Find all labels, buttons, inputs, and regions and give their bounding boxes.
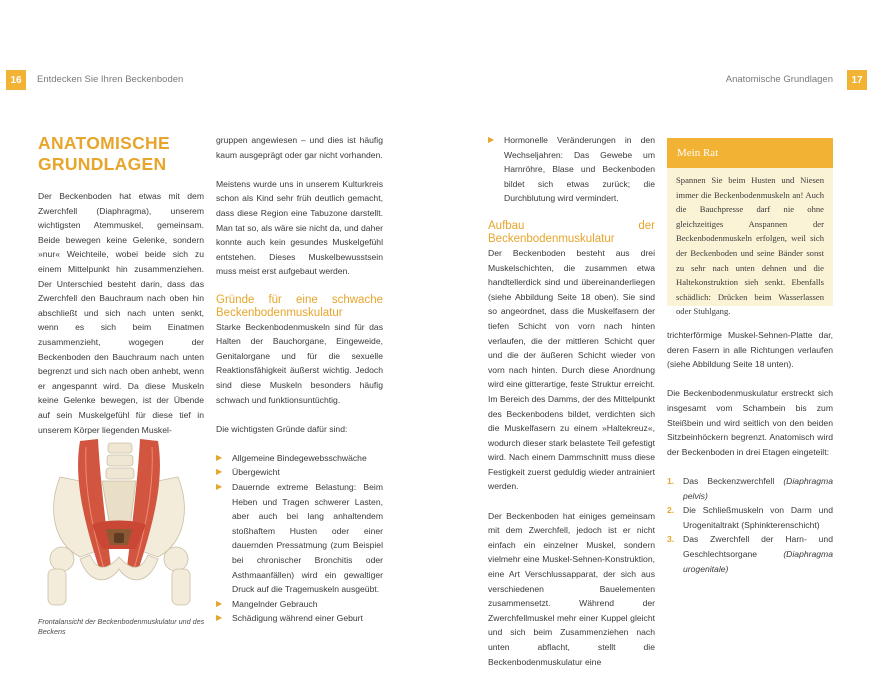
figure-caption: Frontalansicht der Beckenbodenmuskulatur und des Beckens: [38, 617, 205, 636]
column-4: [667, 328, 833, 576]
paragraph: gruppen angewiesen – und dies ist häufig kaum ausgeprägt oder gar nicht vorhanden.: [216, 135, 383, 160]
list-item: ▶ Mangelnder Gebrauch: [216, 597, 383, 612]
section-heading: Gründe für eine schwache Beckenbodenmuskulatur: [216, 293, 383, 319]
list-item: 1. Das Beckenzwerchfell (Diaphragma pelvis): [667, 475, 833, 501]
column-3: [488, 133, 655, 684]
column-2: [216, 133, 383, 626]
list-item: ▶ Hormonelle Veränderungen in den Wechseljahren: Das Gewebe um Harnröhre, Blase und Beckenboden bildet sich etwas zurück; die Durchblutung wird vermindert.: [488, 135, 655, 204]
triangle-bullet-icon: ▶: [216, 598, 223, 608]
list-item: 3. Das Zwerchfell der Harn- und Geschlechtsorgane (Diaphragma urogenitale): [667, 534, 833, 574]
paragraph: Der Beckenboden hat etwas mit dem Zwerchfell (Diaphragma), unserem wichtigsten Atemmuskel, gemeinsam. Beide bewegen keine Gelenke, sondern »nur« Weichteile, wobei beide sich zu einem Mittelpunkt hin zusammenziehen. Der Unterschied besteht darin, dass das Zwerchfell den Bauchraum nach oben hin abschließt und sich nach unten senkt, wenn es sich beim Einatmen zusammenzieht, wogegen der Beckenboden den Bauchraum nach unten begrenzt und sich nach oben anhebt, wenn er angespannt wird. Da diese Muskeln keine Gelenke bewegen, ist der Übende auf sein Muskelgefühl für diese tief in unserem Körper liegenden Muskel-: [38, 191, 204, 435]
section-heading: Aufbau der Beckenbodenmuskulatur: [488, 219, 655, 245]
list-item: ▶ Schädigung während einer Geburt: [216, 611, 383, 626]
paragraph: Starke Beckenbodenmuskeln sind für das Halten der Bauchorgane, Eingeweide, Genitalorgane und für die sexuelle Reaktionsfähigkeit äußerst wichtig. Jedoch sind diese Muskeln besonders häufig schwach und funktionsuntüchtig.: [216, 321, 383, 405]
paragraph: Die wichtigsten Gründe dafür sind:: [216, 423, 348, 434]
triangle-bullet-icon: ▶: [488, 135, 495, 144]
paragraph: trichterförmige Muskel-Sehnen-Platte dar, deren Fasern in alle Richtungen verlaufen (siehe Abbildung Seite 18 unten).: [667, 330, 833, 370]
pelvic-floor-illustration: [40, 437, 198, 609]
triangle-bullet-icon: ▶: [216, 467, 223, 477]
list-item: ▶ Allgemeine Bindegewebsschwäche: [216, 451, 383, 466]
list-item: ▶ Übergewicht: [216, 465, 383, 480]
bullet-list: [488, 133, 655, 206]
tip-box: [667, 138, 833, 317]
triangle-bullet-icon: ▶: [216, 482, 223, 492]
page-number-left: 16: [6, 70, 26, 90]
page-title: ANATOMISCHE GRUNDLAGEN: [38, 133, 170, 174]
paragraph: Meistens wurde uns in unserem Kulturkreis schon als Kind sehr früh deutlich gemacht, dass diese Region eine Tabuzone darstellt. Man tat so, als wäre sie nicht da, und daher konnte auch kein gesundes Muskelgefühl entstehen. Dieses Muskelbewusstsein muss meist erst aufgebaut werden.: [216, 178, 383, 277]
list-item: ▶ Dauernde extreme Belastung: Beim Heben und Tragen schwerer Lasten, aber auch bei lang anhaltendem stoßhaftem Husten oder einer dauernden Pressatmung (zum Beispiel bei chronischer Bronchitis oder Asthmaanfällen) wird ein gewaltiger Druck auf die Tragemuskeln ausgeübt.: [216, 482, 383, 595]
tip-box-title: Mein Rat: [667, 138, 833, 168]
running-header-left: Entdecken Sie Ihren Beckenboden: [37, 74, 184, 85]
tip-box-text: Spannen Sie beim Husten und Niesen immer die Beckenbodenmuskeln an! Auch die Bauchpresse darf nie ohne gleichzeitiges Anspannen der Beckenbodenmuskeln erfolgen, weil sich der Beckenboden und seine Bänder sonst zu sehr nach unten dehnen und die Haltekonstruktion sieh senkt. Ebenfalls schädlich: Drücken beim Wasserlassen oder Stuhlgang.: [676, 175, 824, 317]
page-number-right: 17: [847, 70, 867, 90]
paragraph: Die Beckenbodenmuskulatur erstreckt sich insgesamt vom Schambein bis zum Steißbein und wird seitlich von den beiden Sitzbeinhöckern begrenzt. Anatomisch wird der Beckenboden in drei Etagen eingeteilt:: [667, 388, 833, 457]
column-1: [38, 133, 204, 452]
list-item: 2. Die Schließmuskeln von Darm und Urogenitaltrakt (Sphinkterenschicht): [667, 505, 833, 530]
triangle-bullet-icon: ▶: [216, 452, 223, 462]
pelvis-anatomy-icon: [40, 437, 198, 609]
bullet-list: [216, 451, 383, 626]
paragraph: Der Beckenboden hat einiges gemeinsam mit dem Zwerchfell, jedoch ist er nicht einfach ein einzelner Muskel, sondern vielmehr eine Muskel-Sehnen-Konstruktion, eine Art Verschlussapparat, der sich aus verschiedenen Bauelementen zusammensetzt. Während der Zwerchfellmuskel mehr einer Kuppel gleicht und sich beim Zusammenziehen nach unten abflacht, stellt die Beckenbodenmuskulatur eine: [488, 510, 655, 667]
triangle-bullet-icon: ▶: [216, 613, 223, 623]
paragraph: Der Beckenboden besteht aus drei Muskelschichten, die zusammen etwa handtellerdick sind und übereinanderliegen (siehe Abbildung Seite 18 oben). Sie sind so angeordnet, dass die Muskelfasern der tiefen Schicht von vorn nach hinten verlaufen, die der mittleren Schicht quer und die der äußeren Schicht wieder von vorn nach hinten. Durch diese Anordnung wird eine gitterartige, feste Struktur erreicht. Im Bereich des Damms, der des Mittelpunkt des Beckenbodens bildet, verdichten sich die Muskelfasern zu einem »Haltekreuz«, wodurch dieser stark belastete Teil gefestigt wird. Nach einem Dammschnitt muss diese Festigkeit zuerst geduldig wieder antrainiert werden.: [488, 247, 655, 492]
numbered-list: [667, 474, 833, 576]
running-header-right: Anatomische Grundlagen: [725, 74, 833, 85]
